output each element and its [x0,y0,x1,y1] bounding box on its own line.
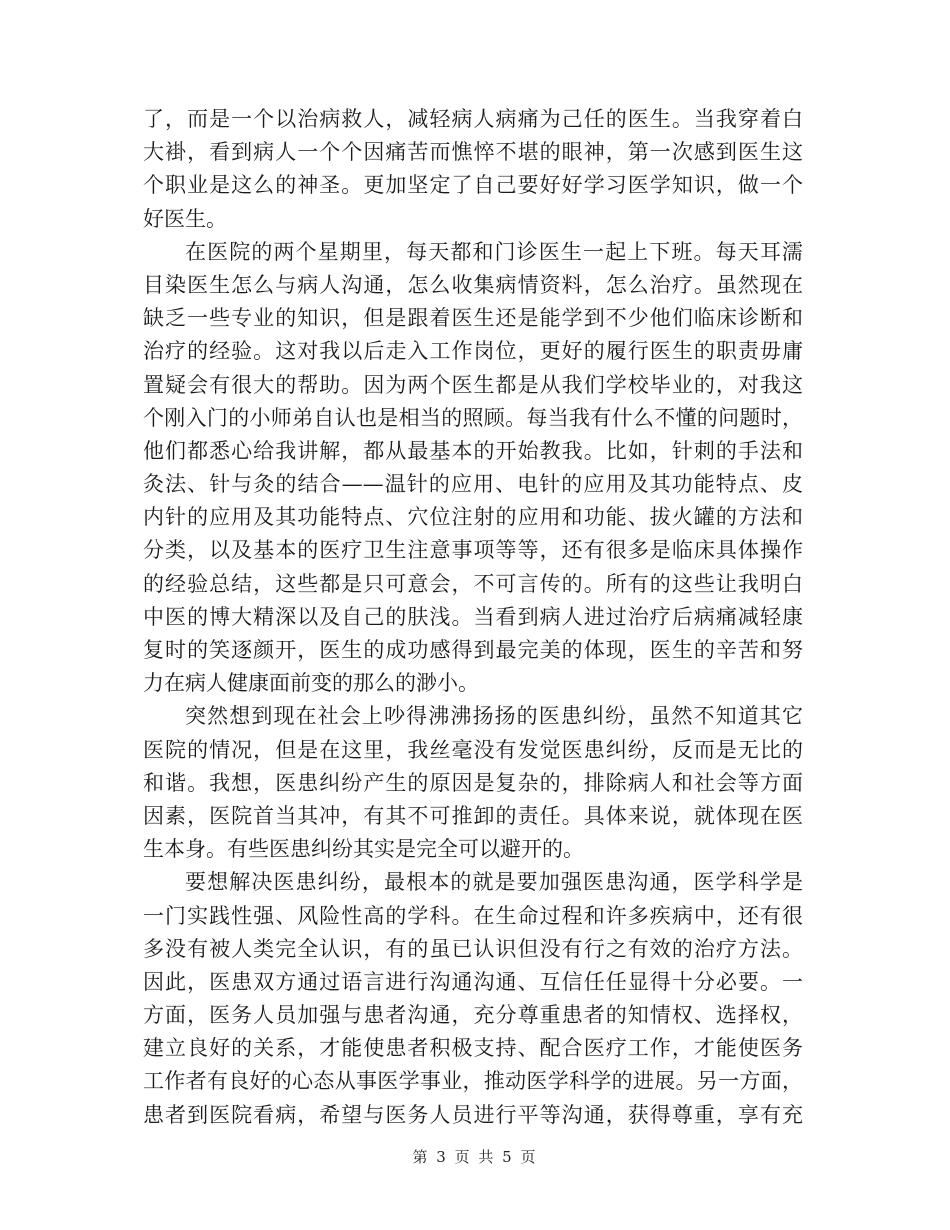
text-line: 因此，医患双方通过语言进行沟通沟通、互信任任显得十分必要。一 [143,969,803,994]
text-line: 灸法、针与灸的结合——温针的应用、电针的应用及其功能特点、皮 [143,472,803,497]
text-line: 缺乏一些专业的知识，但是跟着医生还是能学到不少他们临床诊断和 [143,306,803,331]
text-line: 力在病人健康面前变的那么的渺小。 [143,671,479,696]
text-line: 复时的笑逐颜开，医生的成功感得到最完美的体现，医生的辛苦和努 [143,638,803,662]
text-line: 大褂，看到病人一个个因痛苦而憔悴不堪的眼神，第一次感到医生这 [143,140,803,165]
text-line: 方面，医务人员加强与患者沟通，充分尊重患者的知情权、选择权， [143,1003,803,1028]
document-body [143,103,803,1132]
text-line: 的经验总结，这些都是只可意会，不可言传的。所有的这些让我明白 [143,571,803,596]
text-line: 医院的情况，但是在这里，我丝毫没有发觉医患纠纷，反而是无比的 [143,737,803,762]
text-line: 突然想到现在社会上吵得沸沸扬扬的医患纠纷，虽然不知道其它 [185,704,803,729]
paragraph-4 [143,866,803,1132]
text-line: 因素，医院首当其冲，有其不可推卸的责任。具体来说，就体现在医 [143,803,803,828]
text-line: 置疑会有很大的帮助。因为两个医生都是从我们学校毕业的，对我这 [143,372,803,397]
text-line: 了，而是一个以治病救人，减轻病人病痛为己任的医生。当我穿着白 [143,107,803,131]
text-line: 患者到医院看病，希望与医务人员进行平等沟通，获得尊重，享有充 [143,1102,803,1127]
text-line: 和谐。我想，医患纠纷产生的原因是复杂的，排除病人和社会等方面 [143,770,803,795]
paragraph-2 [143,236,803,701]
text-line: 内针的应用及其功能特点、穴位注射的应用和功能、拔火罐的方法和 [143,505,803,530]
text-line: 一门实践性强、风险性高的学科。在生命过程和许多疾病中，还有很 [143,903,803,928]
paragraph-3 [143,700,803,866]
text-line: 治疗的经验。这对我以后走入工作岗位，更好的履行医生的职责毋庸 [143,339,803,364]
text-line: 在医院的两个星期里，每天都和门诊医生一起上下班。每天耳濡 [185,239,803,264]
text-line: 多没有被人类完全认识，有的虽已认识但没有行之有效的治疗方法。 [143,936,803,961]
text-line: 要想解决医患纠纷，最根本的就是要加强医患沟通，医学科学是 [185,870,803,895]
text-line: 目染医生怎么与病人沟通，怎么收集病情资料，怎么治疗。虽然现在 [143,272,803,297]
paragraph-1 [143,103,803,236]
text-line: 建立良好的关系，才能使患者积极支持、配合医疗工作，才能使医务 [143,1036,803,1061]
page-number-footer: 第 3 页 共 5 页 [412,1148,538,1166]
text-line: 个刚入门的小师弟自认也是相当的照顾。每当我有什么不懂的问题时， [143,405,803,430]
text-line: 好医生。 [143,206,227,231]
text-line: 他们都悉心给我讲解，都从最基本的开始教我。比如，针刺的手法和 [143,438,803,463]
text-line: 中医的博大精深以及自己的肤浅。当看到病人进过治疗后病痛减轻康 [143,604,803,629]
text-line: 生本身。有些医患纠纷其实是完全可以避开的。 [143,837,584,862]
text-line: 个职业是这么的神圣。更加坚定了自己要好好学习医学知识，做一个 [143,173,803,198]
text-line: 分类，以及基本的医疗卫生注意事项等等，还有很多是临床具体操作 [143,538,803,563]
text-line: 工作者有良好的心态从事医学事业，推动医学科学的进展。另一方面， [143,1069,803,1094]
